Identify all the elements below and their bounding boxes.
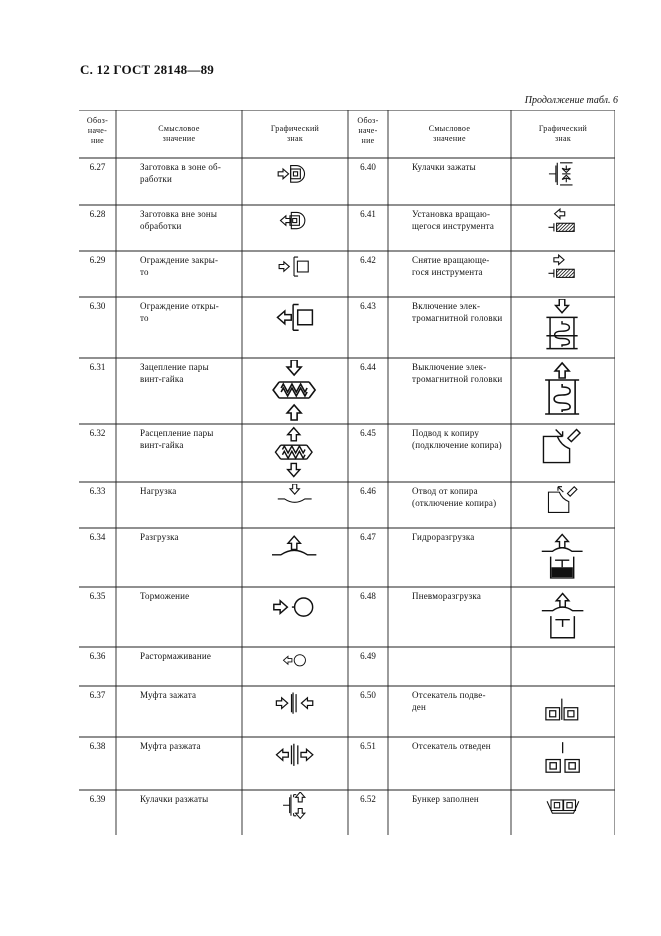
row-designation: 6.43 — [360, 301, 376, 311]
row-designation: 6.30 — [89, 301, 106, 311]
column-header-graphic-sign: Графический знак — [538, 124, 588, 143]
row-meaning: Кулачки разжаты — [140, 794, 209, 804]
tool-mount-icon — [545, 207, 582, 249]
row-designation: 6.40 — [360, 162, 376, 172]
row-designation: 6.48 — [360, 591, 376, 601]
cutoff-engaged-icon — [542, 688, 583, 735]
row-designation: 6.52 — [360, 794, 376, 804]
row-meaning: Расцепление пары винт-гайка — [140, 428, 214, 450]
row-meaning: Выключение элек- тромагнитной головки — [412, 362, 503, 384]
symbols-table — [79, 110, 615, 835]
row-meaning: Торможение — [140, 591, 190, 601]
row-meaning: Кулачки зажаты — [412, 162, 476, 172]
brake-release-icon — [280, 649, 311, 684]
screw-nut-disengaged-icon — [271, 426, 318, 480]
row-meaning: Снятие вращающе- гося инструмента — [412, 255, 490, 277]
clutch-engaged-icon — [274, 688, 315, 735]
hydraulic-unload-icon — [539, 530, 587, 585]
row-meaning: Ограждение закры- то — [140, 255, 219, 277]
unload-icon — [271, 530, 319, 585]
em-head-off-icon — [536, 360, 590, 422]
row-meaning: Растормаживание — [140, 651, 212, 661]
workpiece-in-zone-icon — [276, 160, 314, 203]
cutoff-retracted-icon — [542, 739, 585, 788]
column-header-meaning: Смысловое значение — [428, 124, 471, 143]
jaws-clamped-icon — [544, 160, 582, 203]
braking-icon — [271, 589, 320, 645]
row-meaning: Ограждение откры- то — [140, 301, 219, 323]
row-designation: 6.41 — [360, 209, 376, 219]
row-designation: 6.27 — [89, 162, 106, 172]
row-meaning: Отвод от копира (отключение копира) — [412, 486, 497, 508]
row-meaning: Гидроразгрузка — [412, 532, 475, 542]
copier-retract-icon — [545, 484, 582, 526]
row-meaning: Установка вращаю- щегося инструмента — [412, 209, 495, 231]
row-meaning: Муфта зажата — [140, 690, 197, 700]
row-meaning: Отсекатель подве- ден — [412, 690, 486, 712]
row-meaning: Заготовка в зоне об- работки — [140, 162, 222, 184]
jaws-open-icon — [277, 792, 313, 833]
screw-nut-engaged-icon — [268, 360, 322, 422]
page-header: С. 12 ГОСТ 28148—89 — [80, 62, 214, 77]
row-meaning: Нагрузка — [140, 486, 177, 496]
row-meaning: Заготовка вне зоны обработки — [140, 209, 218, 231]
workpiece-out-zone-icon — [277, 207, 314, 249]
row-designation: 6.36 — [89, 651, 106, 661]
row-meaning: Пневморазгрузка — [412, 591, 482, 601]
row-designation: 6.51 — [360, 741, 376, 751]
row-designation: 6.29 — [89, 255, 106, 265]
pneumatic-unload-icon — [539, 589, 588, 645]
row-meaning: Подвод к копиру (подключение копира) — [412, 428, 502, 450]
row-meaning: Муфта разжата — [140, 741, 201, 751]
em-head-on-icon — [538, 299, 588, 356]
row-designation: 6.38 — [89, 741, 106, 751]
row-designation: 6.42 — [360, 255, 376, 265]
hopper-full-icon — [545, 792, 581, 833]
clutch-released-icon — [274, 739, 317, 788]
column-header-meaning: Смысловое значение — [158, 124, 200, 143]
column-header-designation: Обоз- наче- ние — [86, 116, 109, 145]
row-designation: 6.34 — [89, 532, 106, 542]
row-designation: 6.28 — [89, 209, 106, 219]
row-meaning: Включение элек- тромагнитной головки — [412, 301, 503, 323]
guard-open-icon — [270, 299, 320, 356]
row-designation: 6.44 — [360, 362, 376, 372]
row-designation: 6.31 — [89, 362, 106, 372]
table-continuation-label: Продолжение табл. 6 — [524, 95, 618, 106]
row-meaning: Бункер заполнен — [412, 794, 479, 804]
guard-closed-icon — [277, 253, 314, 295]
row-meaning: Зацепление пары винт-гайка — [140, 362, 209, 384]
row-designation: 6.49 — [360, 651, 376, 661]
load-icon — [277, 484, 314, 526]
column-header-designation: Обоз- наче- ние — [357, 116, 379, 145]
row-designation: 6.33 — [89, 486, 106, 496]
row-designation: 6.50 — [360, 690, 376, 700]
row-designation: 6.46 — [360, 486, 376, 496]
row-designation: 6.39 — [89, 794, 106, 804]
row-designation: 6.37 — [89, 690, 106, 700]
copier-approach-icon — [539, 426, 586, 480]
row-meaning: Разгрузка — [140, 532, 179, 542]
row-meaning: Отсекатель отведен — [412, 741, 491, 751]
row-designation: 6.35 — [89, 591, 106, 601]
row-designation: 6.47 — [360, 532, 376, 542]
row-designation: 6.32 — [89, 428, 106, 438]
column-header-graphic-sign: Графический знак — [270, 124, 320, 143]
row-designation: 6.45 — [360, 428, 376, 438]
tool-remove-icon — [545, 253, 582, 295]
